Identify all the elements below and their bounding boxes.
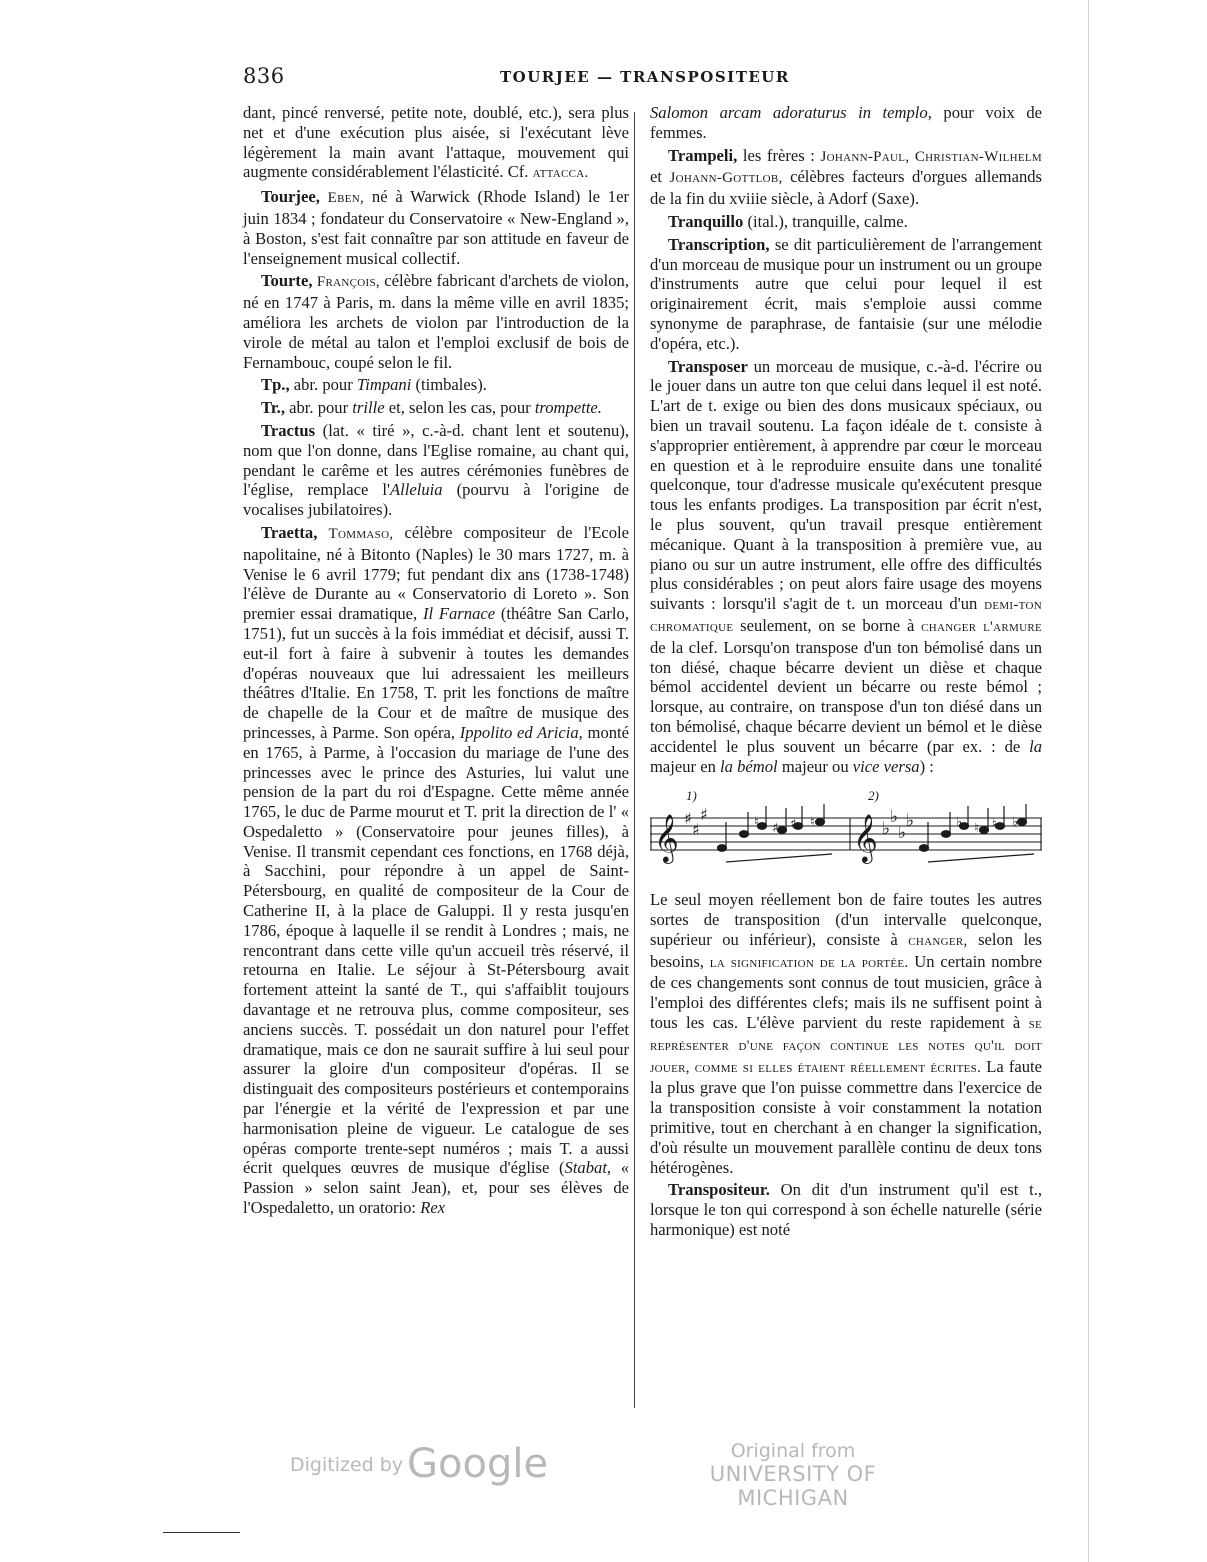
- svg-text:♯: ♯: [700, 805, 708, 825]
- svg-text:♭: ♭: [890, 807, 899, 828]
- entry-seul-moyen: Le seul moyen réellement bon de faire toutes les autres sortes de transposition (d'un intervalle quelconque, supérieur ou inférieur), consiste à changer, selon les besoins, la signification de la portée. Un certain nombre de ces changements sont connus de tout musicien, grâce à l'emploi des différentes clefs; mais ils ne suffisent point à tous les cas. L'élève parvient du reste rapidement à se représenter d'une façon continue les notes qu'il doit jouer, comme si elles étaient réellement écrites. La faute la plus grave que l'on puisse commettre dans l'exercice de la transposition consiste à voir constamment la notation primitive, tout en cherchant à en changer la signification, d'où résulte un mouvement parallèle continu de deux tons hétérogènes.: [650, 890, 1042, 1177]
- svg-text:♭: ♭: [956, 815, 963, 831]
- svg-text:♮: ♮: [810, 815, 815, 831]
- svg-text:𝄞: 𝄞: [654, 813, 679, 863]
- column-rule: [634, 112, 635, 1408]
- svg-text:♯: ♯: [684, 809, 692, 829]
- right-column: [650, 103, 1042, 1243]
- svg-text:♭: ♭: [898, 823, 907, 844]
- entry-transposer: Transposer un morceau de musique, c.-à-d. l'écrire ou le jouer dans un autre ton que celui dans lequel il est noté. L'art de t. exige ou bien des dons musicaux spéciaux, ou bien un travail soutenu. La façon idéale de t. consiste à s'approprier entièrement, à apprendre par cœur le morceau en question et à le reproduire ensuite dans une tonalité quelconque, tour d'adresse musicale qu'exécutent presque tous les enfants prodiges. La transposition par écrit n'est, le plus souvent, qu'un travail presque entièrement mécanique. Quant à la transposition à première vue, au piano ou sur un autre instrument, elle offre des difficultés plus considérables ; on peut alors faire usage des moyens suivants : lorsqu'il s'agit de t. un morceau d'un demi-ton chromatique seulement, on se borne à changer l'armure de la clef. Lorsqu'on transpose d'un ton bémolisé dans un ton diésé, chaque bécarre devient un dièse et chaque bémol accidentel devient un bécarre ou reste bémol ; lorsque, au contraire, on transpose d'un ton diésé dans un ton bémolisé, chaque bécarre devient un bémol et le dièse accidentel le plus souvent un bécarre (par ex. : de la majeur en la bémol majeur ou vice versa) :: [650, 356, 1042, 776]
- svg-text:𝄞: 𝄞: [853, 813, 878, 863]
- entry-tourjee: Tourjee, Eben, né à Warwick (Rhode Island) le 1er juin 1834 ; fondateur du Conservatoire « New-England », à Boston, s'est fait connaître par son attitude en faveur de l'enseignement musical collectif.: [243, 187, 629, 268]
- example-label-1: 1): [686, 788, 697, 804]
- running-head: TOURJEE — TRANSPOSITEUR: [500, 68, 790, 86]
- entry-traetta: Traetta, Tommaso, célèbre compositeur de l'Ecole napolitaine, né à Bitonto (Naples) le 30 mars 1727, m. à Venise le 6 avril 1779; fut pendant dix ans (1738-1748) l'élève de Durante au « Conservatorio di Loreto ». Son premier essai dramatique, Il Farnace (théâtre San Carlo, 1751), fut un succès à la fois immédiat et décisif, aussi T. eut-il fort à faire à subvenir à toutes les demandes d'opéras nouveaux que lui adressaient les meilleurs théâtres d'Italie. En 1758, T. prit les fonctions de maître de chapelle de la Cour et de maître de musique des princesses, à Parme. Son opéra, Ippolito ed Aricia, monté en 1765, à Parme, à l'occasion du mariage de l'une des princesses avec le prince des Asturies, lui valut une pension de la part du roi d'Espagne. Cette même année 1765, le duc de Parme mourut et T. prit la direction de l' « Ospedaletto » (Conservatoire pour jeunes filles), à Venise. Il transmit cependant ces fonctions, en 1768 déjà, à Sacchini, pour répondre à un appel de Saint-Pétersbourg, en qualité de compositeur de la Cour de Catherine II, à la place de Galuppi. Il y resta jusqu'en 1786, époque à laquelle il se rendit à Londres ; mais, ne rencontrant dans cette ville qu'un accueil très réservé, il retourna en Italie. Le séjour à St-Pétersbourg avait fortement atteint la santé de T., qui s'affaiblit toujours davantage et ne retrouva plus, comme compositeur, ses anciens succès. T. possédait un don naturel pour l'effet dramatique, mais ce don ne saurait suffire à lui seul pour assurer la gloire d'un compositeur d'opéras. Il se distinguait des compositeurs postérieurs et contemporains par l'énergie et la vérité de l'expression et par une harmonisation pleine de vigueur. Le catalogue de ses opéras comporte trente-sept numéros ; mais T. a aussi écrit quelques œuvres de musique d'église (Stabat, « Passion » selon saint Jean), et, pour ses élèves de l'Ospedaletto, un oratorio: Rex: [243, 522, 630, 1218]
- entry-trampeli: Trampeli, les frères : Johann-Paul, Christian-Wilhelm et Johann-Gottlob, célèbres facteurs d'orgues allemands de la fin du xviiie siècle, à Adorf (Saxe).: [650, 145, 1043, 209]
- scan-margin-line: [1088, 0, 1089, 1562]
- svg-text:♯: ♯: [772, 821, 779, 837]
- bottom-rule: [163, 1532, 240, 1533]
- entry-transcription: Transcription, se dit particulièrement de l'arrangement d'un morceau de musique pour un instrument ou un groupe d'instruments autre que celui pour lequel il est originairement écrit, mais s'emploie aussi comme synonyme de paraphrase, de fantaisie (sur une mélodie d'opéra, etc.).: [650, 234, 1042, 353]
- entry-continuation: dant, pincé renversé, petite note, doublé, etc.), sera plus net et d'une exécution plus aisée, si l'exécutant lève légèrement la main avant l'attaque, mouvement qui augmente considérablement l'élasticité. Cf. attacca.: [243, 103, 629, 182]
- entry-tp: Tp., abr. pour Timpani (timbales).: [261, 375, 487, 395]
- svg-text:♭: ♭: [882, 819, 891, 840]
- example-label-2: 2): [868, 788, 879, 804]
- entry-tr: Tr., abr. pour trille et, selon les cas, pour trompette.: [261, 398, 602, 418]
- page-number: 836: [243, 64, 285, 88]
- entry-tranquillo: Tranquillo (ital.), tranquille, calme.: [668, 211, 908, 231]
- music-example: [650, 782, 1042, 882]
- entry-continuation-right: Salomon arcam adoraturus in templo, pour voix de femmes.: [650, 103, 1042, 142]
- entry-tourte: Tourte, François, célèbre fabricant d'archets de violon, né en 1747 à Paris, m. dans la même ville en avril 1835; améliora les archets de violon par l'introduction de la virole de métal au talon et l'emploi exclusif de bois de Fernambouc, coupé selon le fil.: [243, 271, 629, 372]
- svg-text:♭: ♭: [906, 811, 915, 832]
- original-from-watermark: Original from UNIVERSITY OF MICHIGAN: [709, 1440, 877, 1510]
- digitized-by-google-watermark: Digitized by Google: [290, 1441, 549, 1487]
- svg-text:♮: ♮: [754, 815, 759, 831]
- left-column: [243, 103, 629, 1221]
- svg-text:♮: ♮: [992, 817, 997, 833]
- svg-text:♯: ♯: [692, 820, 700, 840]
- entry-tractus: Tractus (lat. « tiré », c.-à-d. chant lent et soutenu), nom que l'on donne, dans l'Eglise romaine, au chant qui, pendant le carême et les autres cérémonies funèbres de l'église, remplace l'Alleluia (pourvu à l'origine de vocalises jubilatoires).: [243, 420, 629, 520]
- music-staff-drawing: [650, 782, 1042, 882]
- svg-text:♯: ♯: [790, 817, 797, 833]
- svg-text:♮: ♮: [974, 821, 979, 837]
- svg-text:♭: ♭: [1012, 815, 1019, 831]
- entry-transpositeur: Transpositeur. On dit d'un instrument qu'il est t., lorsque le ton qui correspond à son échelle naturelle (série harmonique) est noté: [650, 1180, 1042, 1240]
